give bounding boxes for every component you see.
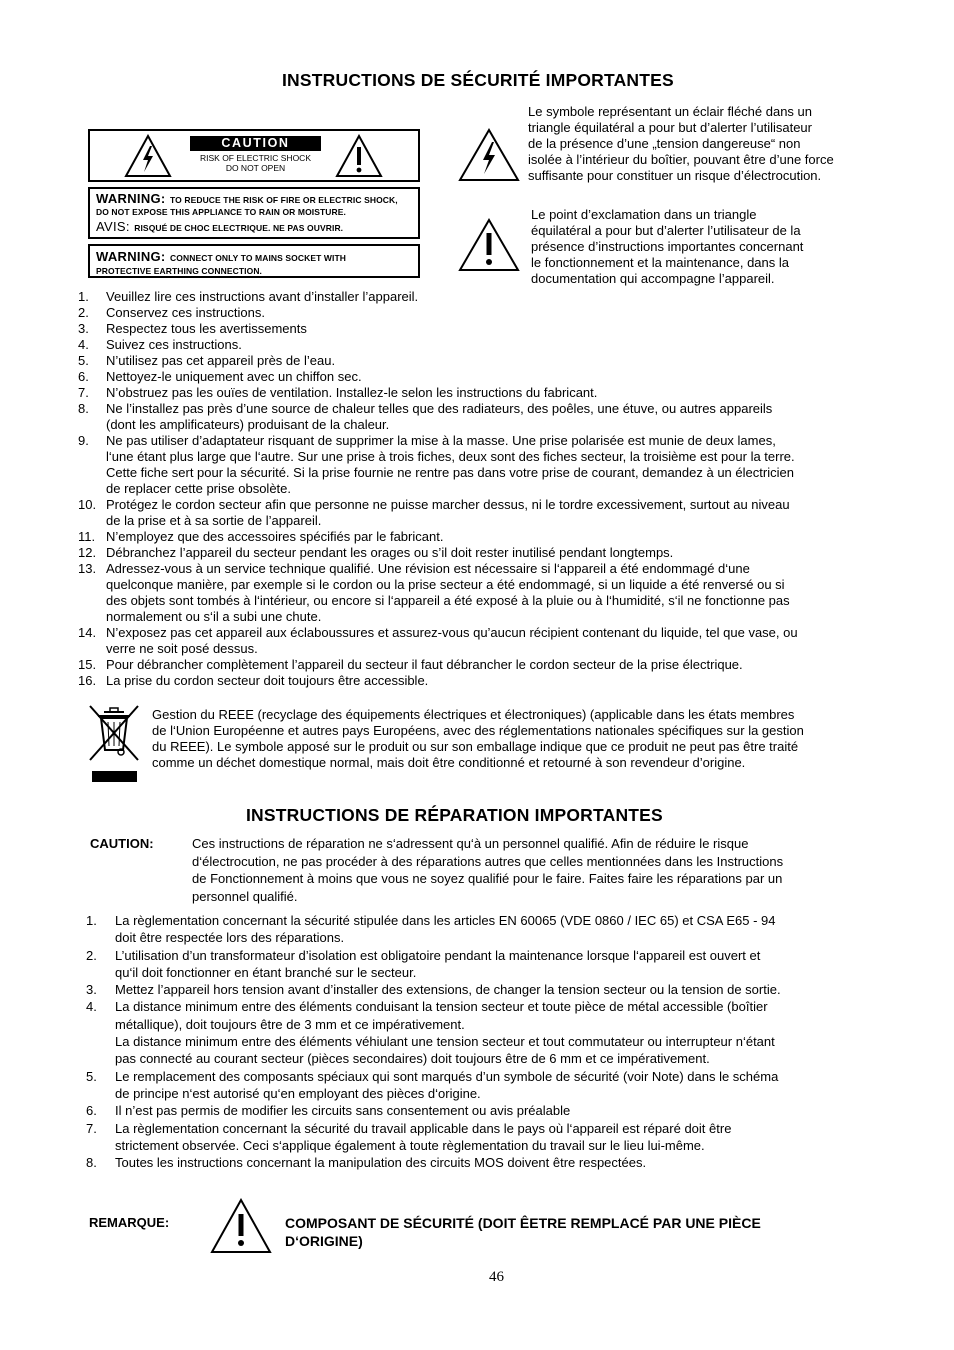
safety-instructions-list bbox=[78, 289, 898, 689]
list-item bbox=[86, 1102, 906, 1119]
weee-line: de l‘Union Européenne et autres pays Européens, avec des réglementations nationales spécifiques sur la gestion bbox=[152, 723, 804, 738]
list-item-number: 16. bbox=[78, 673, 97, 688]
list-item-number: 6. bbox=[78, 369, 89, 384]
list-item-number: 7. bbox=[86, 1120, 97, 1136]
list-item-number: 15. bbox=[78, 657, 97, 672]
list-item-line: N’utilisez pas cet appareil près de l’eau. bbox=[106, 353, 336, 368]
warning-label-2: WARNING: bbox=[96, 249, 166, 264]
exclamation-description bbox=[531, 207, 871, 287]
list-item-line: de principe n‘est autorisé qu‘en employant des pièces d‘origine. bbox=[115, 1085, 481, 1101]
list-item-line: La règlementation concernant la sécurité stipulée dans les articles EN 60065 (VDE 0860 / IEC 65) et CSA E65 - 94 bbox=[115, 913, 776, 928]
warning-box-2 bbox=[88, 244, 420, 278]
list-item-line: La prise du cordon secteur doit toujours être accessible. bbox=[106, 673, 429, 688]
list-item-number: 4. bbox=[86, 999, 97, 1015]
list-item-number: 12. bbox=[78, 545, 97, 560]
list-item bbox=[78, 321, 898, 337]
exclamation-triangle-icon bbox=[210, 1198, 272, 1254]
list-item-line: Ne pas utiliser d’adaptateur risquant de supprimer la mise à la masse. Une prise polarisée est munie de deux lames, bbox=[106, 433, 776, 448]
list-item-line: Ne l’installez pas près d’une source de chaleur telles que des radiateurs, des poêles, une étuve, ou autres appareils bbox=[106, 401, 773, 416]
list-item-number: 9. bbox=[78, 433, 89, 448]
list-item bbox=[78, 529, 898, 545]
list-item-line: Suivez ces instructions. bbox=[106, 337, 242, 352]
repair-caution-label: CAUTION: bbox=[90, 836, 154, 851]
list-item-line: des objets sont tombés à l‘intérieur, ou encore si l‘appareil a été exposé à la pluie ou à l‘humidité, s‘il ne fonctionne pas bbox=[106, 593, 790, 608]
list-item-line: N’employez que des accessoires spécifiés par le fabricant. bbox=[106, 529, 444, 544]
list-item bbox=[86, 1068, 906, 1103]
list-item-line: L’utilisation d’un transformateur d’isolation est obligatoire pendant la maintenance lorsque l‘appareil est ouvert et bbox=[115, 947, 761, 963]
list-item-number: 1. bbox=[86, 913, 97, 928]
list-item-line: Conservez ces instructions. bbox=[106, 305, 265, 320]
repair-caution-line: de Fonctionnement à moins que vous ne soyez qualifié pour le faire. Faites faire les réparations par un bbox=[192, 871, 783, 886]
list-item-number: 7. bbox=[78, 385, 89, 400]
exclamation-line: le fonctionnement et la maintenance, dans la bbox=[531, 255, 790, 270]
list-item-line: l‘une étant plus large que l‘autre. Sur une prise à trois fiches, deux sont des fiches secteur, la troisième est pour la terre. bbox=[106, 449, 795, 464]
list-item bbox=[78, 305, 898, 321]
list-item-number: 2. bbox=[78, 305, 89, 320]
list-item-number: 10. bbox=[78, 497, 97, 512]
weee-line: Gestion du REEE (recyclage des équipements électriques et électroniques) (applicable dans les états membres bbox=[152, 707, 795, 722]
caution-label-box bbox=[88, 129, 420, 182]
list-item bbox=[86, 998, 906, 1067]
list-item-line: La distance minimum entre des éléments conduisant la tension secteur et toute pièce de métal accessible (boîtier bbox=[115, 999, 768, 1015]
repair-caution-text bbox=[192, 835, 892, 905]
list-item bbox=[86, 947, 906, 982]
repair-caution-line: Ces instructions de réparation ne s‘adressent qu‘à un personnel qualifié. Afin de réduire le risque bbox=[192, 836, 749, 851]
remark-text bbox=[285, 1214, 885, 1250]
repair-title: INSTRUCTIONS DE RÉPARATION IMPORTANTES bbox=[246, 805, 663, 825]
list-item-line: La règlementation concernant la sécurité du travail applicable dans le pays où l‘appareil est réparé doit être bbox=[115, 1120, 732, 1136]
warning-text-2: DO NOT EXPOSE THIS APPLIANCE TO RAIN OR MOISTURE. bbox=[96, 207, 347, 217]
list-item-line: Débranchez l’appareil du secteur pendant les orages ou s’il doit rester inutilisé pendant longtemps. bbox=[106, 545, 674, 560]
list-item-line: Nettoyez-le uniquement avec un chiffon sec. bbox=[106, 369, 362, 384]
list-item bbox=[78, 337, 898, 353]
repair-instructions-list bbox=[86, 912, 906, 1171]
avis-label: AVIS: bbox=[96, 219, 130, 234]
exclamation-line: Le point d’exclamation dans un triangle bbox=[531, 207, 757, 222]
list-item-number: 14. bbox=[78, 625, 97, 640]
caution-center bbox=[190, 136, 321, 176]
list-item-number: 8. bbox=[78, 401, 89, 416]
list-item-number: 6. bbox=[86, 1103, 97, 1119]
lightning-line: isolée à l’intérieur du boîtier, pouvant être d’une force bbox=[528, 152, 834, 167]
list-item-number: 3. bbox=[86, 982, 97, 998]
exclamation-triangle-icon bbox=[458, 218, 520, 272]
caution-line1: RISK OF ELECTRIC SHOCK bbox=[200, 153, 311, 163]
list-item-number: 11. bbox=[78, 529, 96, 544]
list-item bbox=[78, 545, 898, 561]
warning-box-1 bbox=[88, 187, 420, 239]
lightning-triangle-icon bbox=[458, 128, 520, 182]
weee-line: du REEE). Le symbole apposé sur le produit ou sur son emballage indique que ce produit ne peut pas être traité bbox=[152, 739, 799, 754]
repair-caution-line: d‘électrocution, ne pas procéder à des réparations autres que celles mentionnées dans les Instructions bbox=[192, 853, 784, 869]
list-item-line: pas connecté au courant secteur (pièces secondaires) doit toujours être de 6 mm et ce impérativement. bbox=[115, 1051, 710, 1067]
caution-title: CAUTION bbox=[190, 136, 321, 151]
list-item-line: Mettez l’appareil hors tension avant d’installer des extensions, de changer la tension secteur ou la tension de sortie. bbox=[115, 982, 781, 998]
lightning-line: triangle équilatéral a pour but d’alerter l’utilisateur bbox=[528, 120, 812, 135]
list-item-number: 13. bbox=[78, 561, 97, 576]
list-item-line: quelconque manière, par exemple si le cordon ou la prise secteur a été endommagé, si un liquide a été renversé ou si bbox=[106, 577, 785, 592]
list-item-line: Il n’est pas permis de modifier les circuits sans consentement ou avis préalable bbox=[115, 1103, 571, 1119]
list-item bbox=[78, 657, 898, 673]
list-item-number: 5. bbox=[78, 353, 89, 368]
warning-2-text-2: PROTECTIVE EARTHING CONNECTION. bbox=[96, 266, 263, 276]
list-item bbox=[78, 673, 898, 689]
list-item bbox=[86, 912, 906, 947]
list-item-line: Protégez le cordon secteur afin que personne ne puisse marcher dessus, ni le tordre excessivement, surtout au niveau bbox=[106, 497, 790, 512]
exclamation-line: équilatéral a pour but d’alerter l’utilisateur de la bbox=[531, 223, 801, 238]
remark-line: D‘ORIGINE) bbox=[285, 1233, 363, 1249]
lightning-line: de la présence d’une „tension dangereuse“ non bbox=[528, 136, 801, 151]
weee-description bbox=[152, 707, 892, 771]
list-item-line: Respectez tous les avertissements bbox=[106, 321, 307, 336]
avis-text: RISQUÉ DE CHOC ELECTRIQUE. NE PAS OUVRIR. bbox=[134, 223, 344, 233]
remark-line: COMPOSANT DE SÉCURITÉ (DOIT ÊETRE REMPLACÉ PAR UNE PIÈCE bbox=[285, 1215, 761, 1231]
list-item-line: normalement ou s‘il a subi une chute. bbox=[106, 609, 322, 624]
crossed-bin-icon bbox=[86, 704, 142, 784]
list-item-line: Toutes les instructions concernant la manipulation des circuits MOS doivent être respectées. bbox=[115, 1155, 647, 1171]
list-item-number: 5. bbox=[86, 1068, 97, 1084]
list-item bbox=[86, 981, 906, 998]
list-item-line: Veuillez lire ces instructions avant d’installer l’appareil. bbox=[106, 289, 419, 304]
list-item bbox=[86, 1154, 906, 1171]
warning-text-1: TO REDUCE THE RISK OF FIRE OR ELECTRIC SHOCK, bbox=[170, 195, 398, 205]
list-item-line: de replacer cette prise obsolète. bbox=[106, 481, 291, 496]
page-number: 46 bbox=[489, 1269, 504, 1285]
exclamation-line: présence d’instructions importantes concernant bbox=[531, 239, 804, 254]
list-item bbox=[78, 561, 898, 625]
list-item bbox=[78, 385, 898, 401]
exclamation-triangle-icon bbox=[335, 134, 383, 178]
list-item-number: 4. bbox=[78, 337, 89, 352]
list-item-line: doit être respectée lors des réparations. bbox=[115, 930, 345, 946]
list-item-line: N’exposez pas cet appareil aux éclaboussures et assurez-vous qu’aucun récipient contenant du liquide, tel que vase, ou bbox=[106, 625, 798, 640]
caution-line2: DO NOT OPEN bbox=[225, 163, 286, 173]
weee-line: comme un déchet domestique normal, mais doit être conditionné et retourné à son revendeur d’origine. bbox=[152, 755, 746, 770]
list-item-line: Le remplacement des composants spéciaux qui sont marqués d’un symbole de sécurité (voir Note) dans le schéma bbox=[115, 1068, 779, 1084]
list-item bbox=[78, 433, 898, 497]
list-item-line: verre ne soit posé dessus. bbox=[106, 641, 258, 656]
list-item bbox=[78, 497, 898, 529]
lightning-triangle-icon bbox=[124, 134, 172, 178]
list-item bbox=[78, 289, 898, 305]
list-item-number: 2. bbox=[86, 947, 97, 963]
lightning-line: Le symbole représentant un éclair fléché dans un bbox=[528, 104, 813, 119]
list-item-line: strictement observée. Ceci s‘applique également à toute règlementation du travail sur le lieu lui-même. bbox=[115, 1137, 705, 1153]
list-item-line: Adressez-vous à un service technique qualifié. Une révision est nécessaire si l‘appareil a été endommagé d‘une bbox=[106, 561, 750, 576]
repair-caution-line: personnel qualifié. bbox=[192, 888, 298, 904]
lightning-line: suffisante pour constituer un risque d’électrocution. bbox=[528, 168, 822, 183]
exclamation-line: documentation qui accompagne l’appareil. bbox=[531, 271, 775, 286]
list-item bbox=[78, 353, 898, 369]
list-item-line: de la prise et à sa sortie de l’appareil. bbox=[106, 513, 322, 528]
list-item-line: La distance minimum entre des éléments véhiulant une tension secteur et tout commutateur ou interrupteur n‘étant bbox=[115, 1034, 775, 1050]
list-item-line: qu‘il doit fonctionner en étant branché sur le secteur. bbox=[115, 964, 417, 980]
list-item-line: (dont les amplificateurs) produisant de la chaleur. bbox=[106, 417, 390, 432]
list-item bbox=[78, 369, 898, 385]
lightning-description bbox=[528, 104, 888, 184]
warning-label: WARNING: bbox=[96, 191, 166, 206]
list-item-line: Pour débrancher complètement l’appareil du secteur il faut débrancher le cordon secteur de la prise électrique. bbox=[106, 657, 743, 672]
list-item-line: N’obstruez pas les ouïes de ventilation. Installez-le selon les instructions du fabricant. bbox=[106, 385, 598, 400]
list-item-line: métallique), doit toujours être de 3 mm et ce impérativement. bbox=[115, 1016, 465, 1032]
list-item bbox=[78, 625, 898, 657]
list-item-line: Cette fiche sert pour la sécurité. Si la prise fournie ne rentre pas dans votre prise de courant, demandez à un électricien bbox=[106, 465, 794, 480]
list-item-number: 1. bbox=[78, 289, 89, 304]
remark-label: REMARQUE: bbox=[89, 1215, 170, 1230]
safety-title: INSTRUCTIONS DE SÉCURITÉ IMPORTANTES bbox=[282, 70, 674, 90]
warning-2-text-1: CONNECT ONLY TO MAINS SOCKET WITH bbox=[170, 253, 347, 263]
list-item-number: 3. bbox=[78, 321, 89, 336]
list-item-number: 8. bbox=[86, 1155, 97, 1171]
list-item bbox=[86, 1120, 906, 1155]
list-item bbox=[78, 401, 898, 433]
